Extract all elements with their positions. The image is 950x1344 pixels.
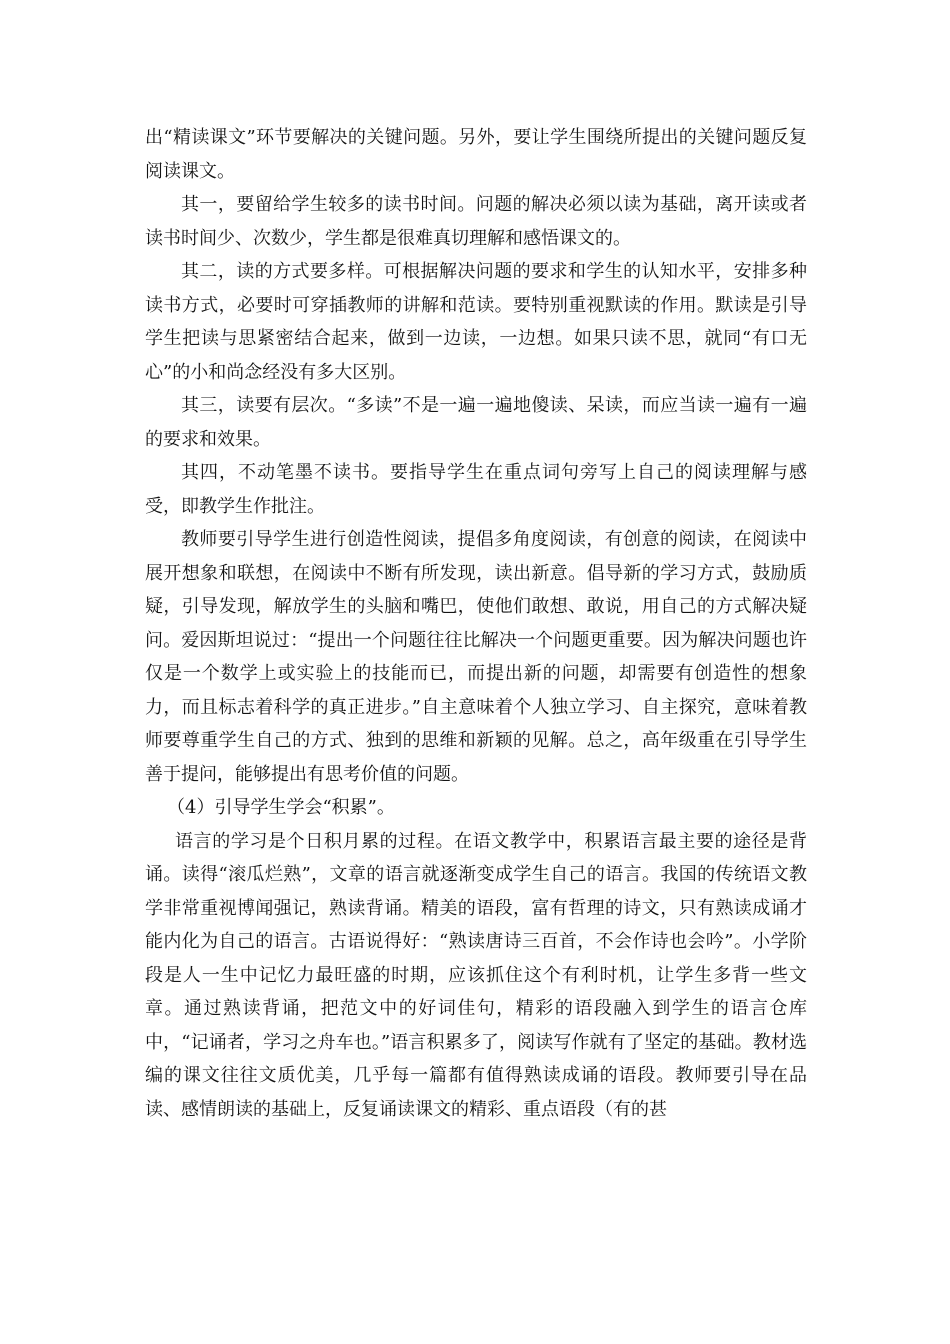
document-body (145, 121, 807, 1126)
paragraph-point-three: 其三，读要有层次。“多读”不是一遍一遍地傻读、呆读，而应当读一遍有一遍的要求和效果。 (145, 395, 807, 450)
paragraph-point-four: 其四，不动笔墨不读书。要指导学生在重点词句旁写上自己的阅读理解与感受，即教学生作批注。 (145, 462, 807, 517)
paragraph-creative-reading: 教师要引导学生进行创造性阅读，提倡多角度阅读，有创意的阅读，在阅读中展开想象和联想，在阅读中不断有所发现，读出新意。倡导新的学习方式，鼓励质疑，引导发现，解放学生的头脑和嘴巴，使他们敢想、敢说，用自己的方式解决疑问。爱因斯坦说过：“提出一个问题往往比解决一个问题更重要。因为解决问题也许仅是一个数学上或实验上的技能而已，而提出新的问题，却需要有创造性的想象力，而且标志着科学的真正进步。”自主意味着个人独立学习、自主探究，意味着教师要尊重学生自己的方式、独到的思维和新颖的见解。总之，高年级重在引导学生善于提问，能够提出有思考价值的问题。 (145, 529, 807, 785)
paragraph-point-one: 其一，要留给学生较多的读书时间。问题的解决必须以读为基础，离开读或者读书时间少、次数少，学生都是很难真切理解和感悟课文的。 (145, 194, 807, 249)
paragraph-continuation: 出“精读课文”环节要解决的关键问题。另外，要让学生围绕所提出的关键问题反复阅读课文。 (145, 127, 807, 182)
section-heading-accumulation: （4）引导学生学会“积累”。 (167, 797, 395, 818)
paragraph-point-two: 其二，读的方式要多样。可根据解决问题的要求和学生的认知水平，安排多种读书方式，必要时可穿插教师的讲解和范读。要特别重视默读的作用。默读是引导学生把读与思紧密结合起来，做到一边读，一边想。如果只读不思，就同“有口无心”的小和尚念经没有多大区别。 (145, 261, 807, 383)
paragraph-language-accumulation: 语言的学习是个日积月累的过程。在语文教学中，积累语言最主要的途径是背诵。读得“滚瓜烂熟”，文章的语言就逐渐变成学生自己的语言。我国的传统语文教学非常重视博闻强记，熟读背诵。精美的语段，富有哲理的诗文，只有熟读成诵才能内化为自己的语言。古语说得好：“熟读唐诗三百首，不会作诗也会吟”。小学阶段是人一生中记忆力最旺盛的时期，应该抓住这个有利时机，让学生多背一些文章。通过熟读背诵，把范文中的好词佳句，精彩的语段融入到学生的语言仓库中，“记诵者，学习之舟车也。”语言积累多了，阅读写作就有了坚定的基础。教材选编的课文往往文质优美，几乎每一篇都有值得熟读成诵的语段。教师要引导在品读、感情朗读的基础上，反复诵读课文的精彩、重点语段（有的甚 (145, 830, 807, 1120)
